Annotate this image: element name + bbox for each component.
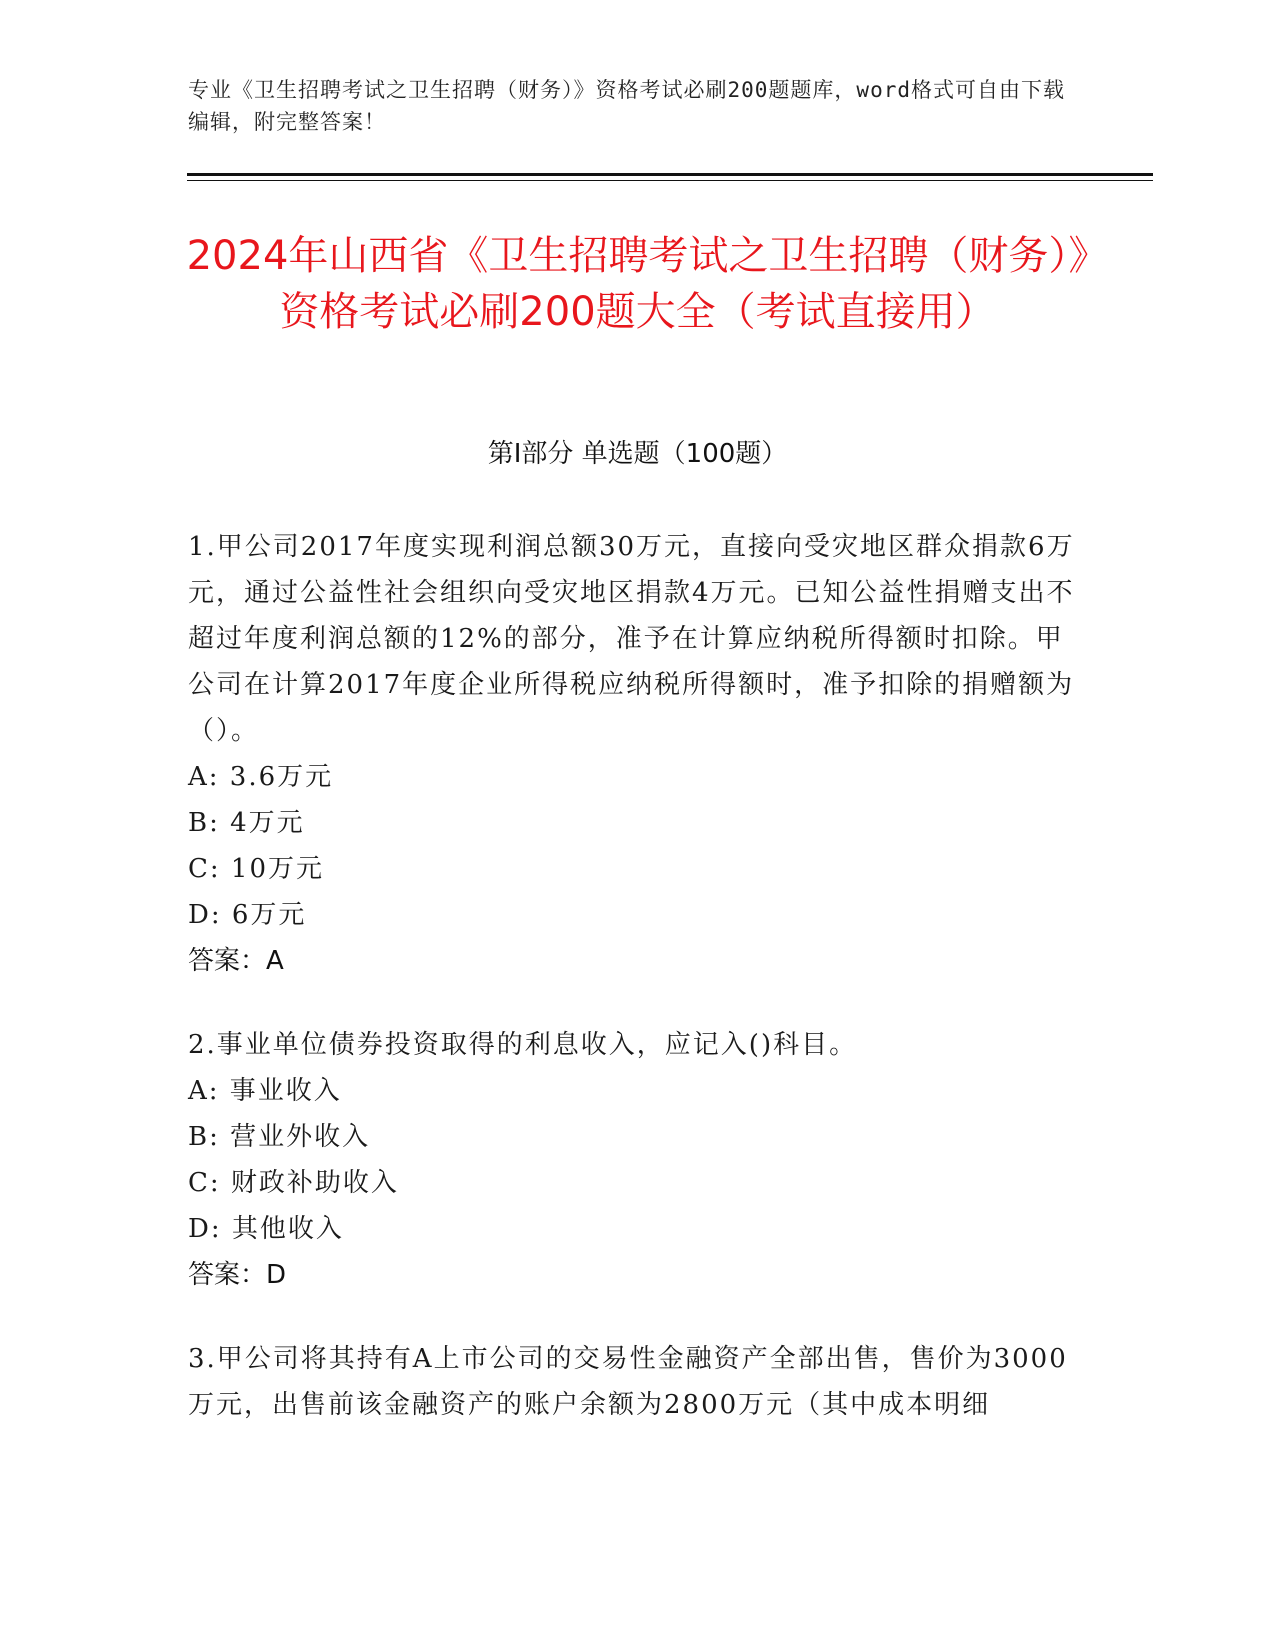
answer-label: 答案：D — [188, 1260, 287, 1290]
question-1 — [188, 524, 1088, 984]
header-divider-thin — [187, 180, 1153, 181]
question-3 — [188, 1336, 1088, 1428]
option-b: B: 营业外收入 — [188, 1122, 371, 1152]
option-b: B: 4万元 — [188, 808, 305, 838]
question-stem: 3.甲公司将其持有A上市公司的交易性金融资产全部出售，售价为3000万元，出售前该金融资产的账户余额为2800万元（其中成本明细 — [188, 1344, 1068, 1420]
option-d: D: 其他收入 — [188, 1214, 344, 1244]
option-c: C: 10万元 — [188, 854, 325, 884]
answer-label: 答案：A — [188, 946, 284, 976]
option-d: D: 6万元 — [188, 900, 307, 930]
question-2 — [188, 1022, 1088, 1298]
question-stem: 1.甲公司2017年度实现利润总额30万元，直接向受灾地区群众捐款6万元，通过公益性社会组织向受灾地区捐款4万元。已知公益性捐赠支出不超过年度利润总额的12%的部分，准予在计算应纳税所得额时扣除。甲公司在计算2017年度企业所得税应纳税所得额时，准予扣除的捐赠额为（）。 — [188, 532, 1075, 746]
option-a: A: 3.6万元 — [188, 762, 334, 792]
question-stem: 2.事业单位债券投资取得的利息收入，应记入()科目。 — [188, 1030, 858, 1060]
question-list — [188, 524, 1088, 1466]
option-c: C: 财政补助收入 — [188, 1168, 399, 1198]
option-a: A: 事业收入 — [188, 1076, 342, 1106]
header-note: 专业《卫生招聘考试之卫生招聘（财务）》资格考试必刷200题题库，word格式可自由下载编辑，附完整答案！ — [188, 78, 1065, 134]
header-divider-thick — [187, 173, 1153, 176]
document-title: 2024年山西省《卫生招聘考试之卫生招聘（财务）》资格考试必刷200题大全（考试直接用） — [186, 233, 1089, 335]
section-heading: 第Ⅰ部分 单选题（100题） — [487, 439, 788, 469]
